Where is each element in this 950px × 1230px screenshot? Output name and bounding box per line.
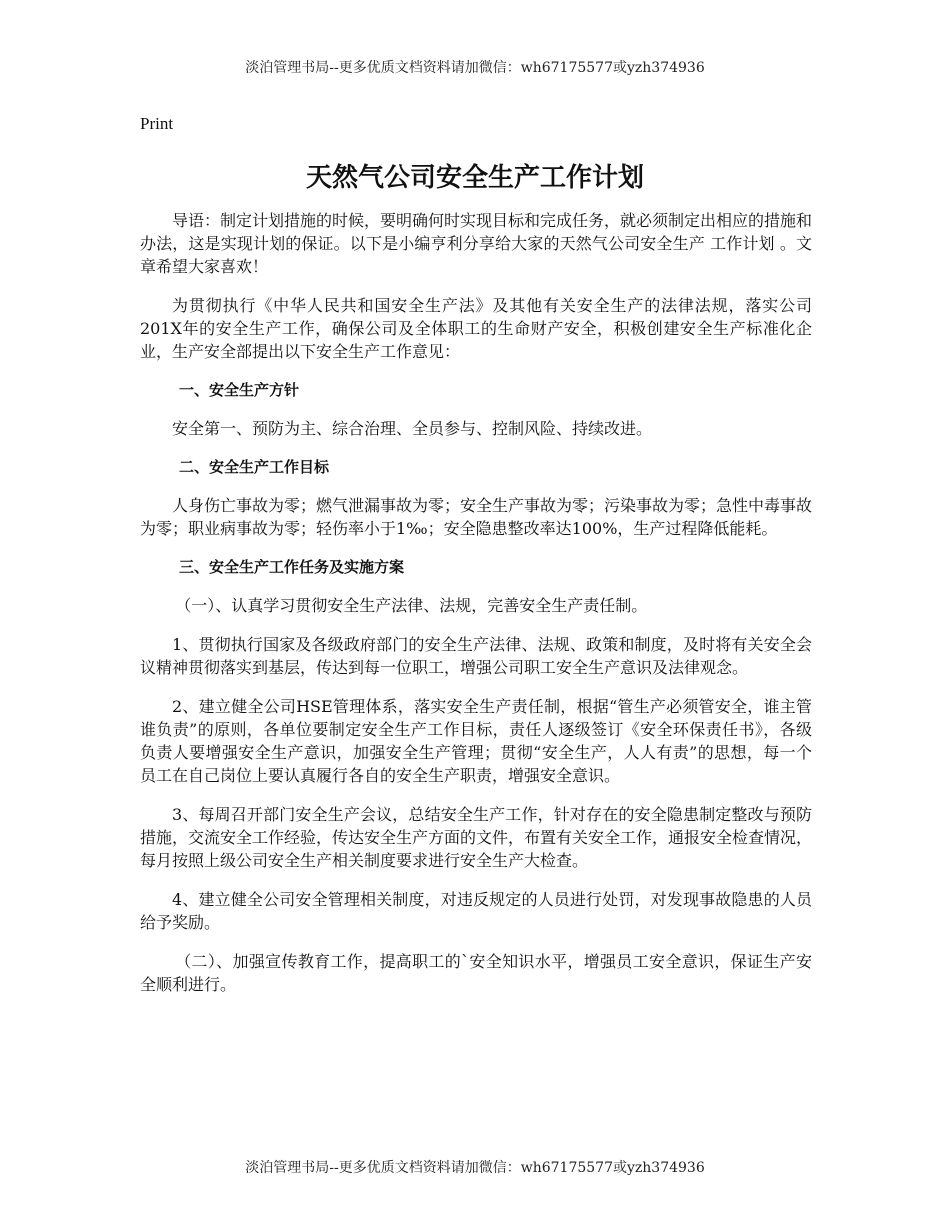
- section-heading-policy: 一、安全生产方针: [179, 381, 300, 399]
- goals-text: 人身伤亡事故为零；燃气泄漏事故为零；安全生产事故为零；污染事故为零；急性中毒事故为零；职业病事故为零；轻伤率小于1‰；安全隐患整改率达100%，生产过程降低能耗。: [140, 496, 813, 538]
- task-item-2: 2、建立健全公司HSE管理体系，落实安全生产责任制，根据“管生产必须管安全，谁主管谁负责”的原则，各单位要制定安全生产工作目标，责任人逐级签订《安全环保责任书》，各级负责人要增强安全生产意识，加强安全生产管理；贯彻“安全生产，人人有责”的思想，每一个员工在自己岗位上要认真履行各自的安全生产职责，增强安全意识。: [140, 697, 812, 785]
- purpose-paragraph: 为贯彻执行《中华人民共和国安全生产法》及其他有关安全生产的法律法规，落实公司201X年的安全生产工作，确保公司及全体职工的生命财产安全，积极创建安全生产标准化企业，生产安全部提出以下安全生产工作意见：: [140, 296, 812, 361]
- section-heading-goals: 二、安全生产工作目标: [179, 458, 330, 476]
- subsection-2: （二）、加强宣传教育工作，提高职工的`安全知识水平，增强员工安全意识，保证生产安全顺利进行。: [140, 952, 812, 994]
- task-item-4: 4、建立健全公司安全管理相关制度，对违反规定的人员进行处罚，对发现事故隐患的人员给予奖励。: [140, 890, 812, 932]
- intro-paragraph: 导语：制定计划措施的时候，要明确何时实现目标和完成任务，就必须制定出相应的措施和办法，这是实现计划的保证。以下是小编亨利分享给大家的天然气公司安全生产 工作计划 。文章希望大家喜欢！: [140, 211, 813, 276]
- page-footer: 淡泊管理书局--更多优质文档资料请加微信：wh67175577或yzh374936: [245, 1160, 705, 1176]
- page-header: 淡泊管理书局--更多优质文档资料请加微信：wh67175577或yzh374936: [245, 60, 705, 76]
- print-label: Print: [140, 114, 174, 133]
- task-item-3: 3、每周召开部门安全生产会议，总结安全生产工作，针对存在的安全隐患制定整改与预防措施，交流安全工作经验，传达安全生产方面的文件，布置有关安全工作，通报安全检查情况，每月按照上级公司安全生产相关制度要求进行安全生产大检查。: [140, 805, 813, 870]
- policy-text: 安全第一、预防为主、综合治理、全员参与、控制风险、持续改进。: [172, 419, 653, 438]
- subsection-1: （一）、认真学习贯彻安全生产法律、法规，完善安全生产责任制。: [175, 596, 648, 615]
- document-body: [140, 209, 812, 1012]
- document-title: 天然气公司安全生产工作计划: [305, 163, 644, 193]
- task-item-1: 1、贯彻执行国家及各级政府部门的安全生产法律、法规、政策和制度，及时将有关安全会议精神贯彻落实到基层，传达到每一位职工，增强公司职工安全生产意识及法律观念。: [140, 635, 812, 677]
- section-heading-tasks: 三、安全生产工作任务及实施方案: [179, 558, 405, 576]
